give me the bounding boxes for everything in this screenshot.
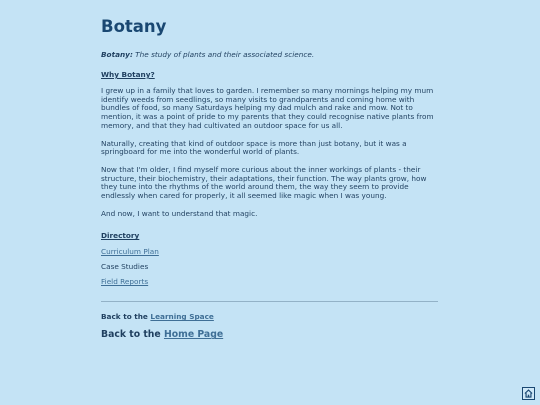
definition-text: The study of plants and their associated science. — [132, 50, 315, 59]
intro-paragraph-3: Now that I'm older, I find myself more curious about the inner workings of plants - their structure, their biochemistry, their adaptations, their function. The way plants grow, how they tune into the rhythms of the world around them, the way they seem to provide endlessly when cared for properly, it all seemed like magic when I was young. — [101, 164, 427, 201]
directory-list — [101, 247, 438, 287]
definition — [101, 50, 438, 60]
home-button[interactable] — [522, 387, 535, 400]
directory-heading: Directory — [101, 231, 140, 241]
why-botany-heading: Why Botany? — [101, 70, 155, 79]
definition-term: Botany: — [101, 50, 133, 59]
directory-item-case-studies — [101, 262, 438, 272]
directory-item-field-reports — [101, 277, 438, 287]
divider — [101, 301, 438, 302]
intro-paragraph-2: Naturally, creating that kind of outdoor space is more than just botany, but it was a springboard for me into the wonderful world of plants. — [101, 138, 407, 157]
home-icon — [524, 389, 533, 398]
curriculum-plan-link[interactable]: Curriculum Plan — [101, 247, 159, 257]
home-page-link[interactable]: Home Page — [163, 329, 224, 341]
case-studies-label: Case Studies — [101, 262, 149, 272]
back-to-home-page — [101, 329, 438, 341]
directory-item-curriculum-plan — [101, 247, 438, 257]
back-home-prefix: Back to the — [101, 329, 164, 341]
back-learning-prefix: Back to the — [101, 312, 151, 322]
field-reports-link[interactable]: Field Reports — [101, 277, 149, 287]
intro-paragraph-4: And now, I want to understand that magic. — [101, 208, 258, 218]
learning-space-link[interactable]: Learning Space — [150, 312, 214, 322]
page-title: Botany — [101, 17, 167, 36]
intro-paragraph-1: I grew up in a family that loves to garden. I remember so many mornings helping my mum identify weeds from seedlings, so many visits to grandparents and coming home with bundles of food, so many Saturdays helping my dad mulch and rake and mow. Not to mention, it was a point of pride to my parents that they could recognise native plants from memory, and that they had cultivated an outdoor space for us all. — [101, 86, 434, 130]
back-to-learning-space — [101, 312, 438, 322]
page-content — [101, 0, 438, 341]
